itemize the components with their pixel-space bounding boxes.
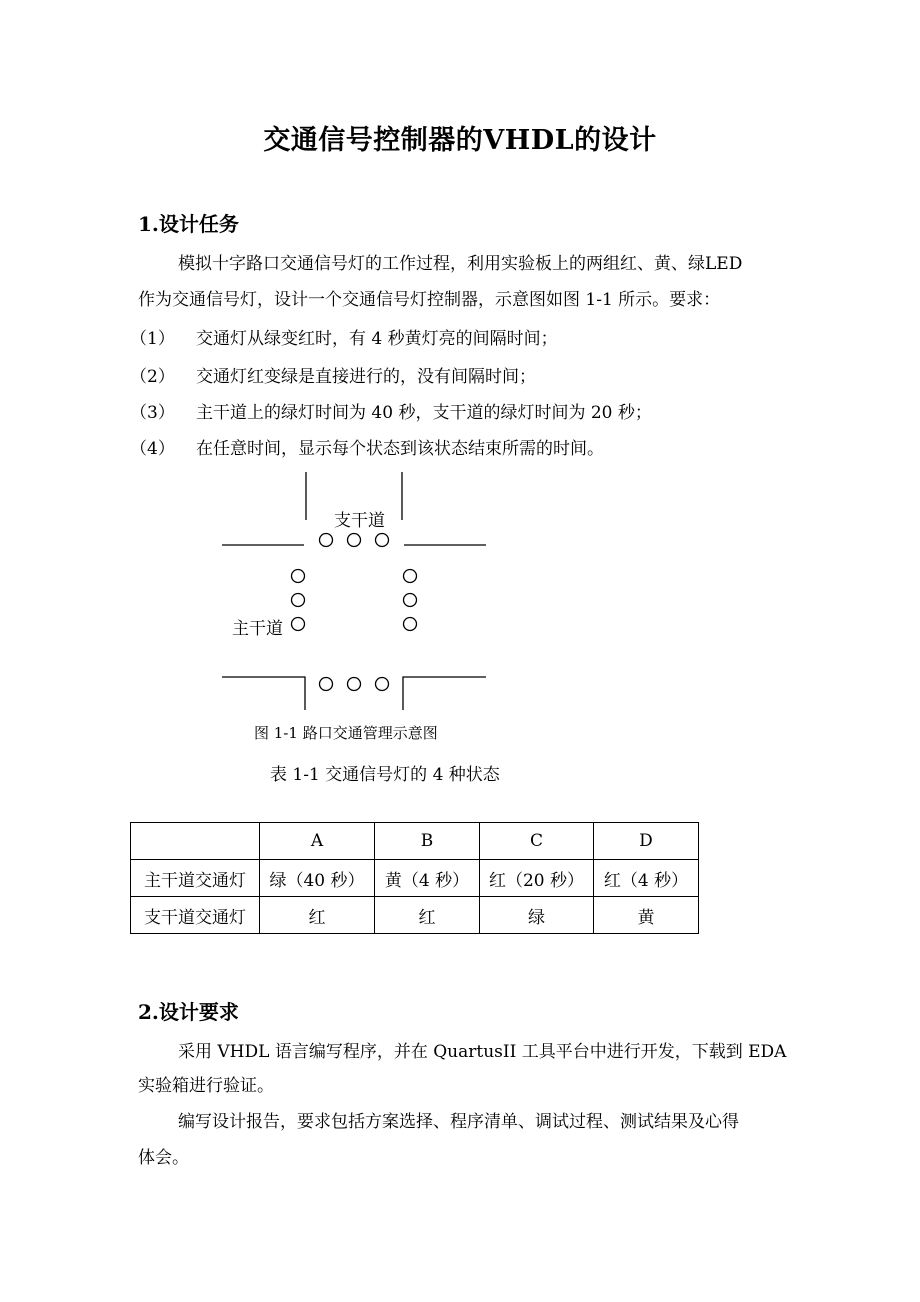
table-cell: 绿（40 秒） [260, 860, 375, 897]
requirement-4-text: 在任意时间，显示每个状态到该状态结束所需的时间。 [196, 439, 604, 459]
page-title: 交通信号控制器的VHDL的设计 [263, 125, 657, 156]
requirements-paragraph-1-line-1: 采用 VHDL 语言编写程序，并在 QuartusII 工具平台中进行开发，下载到 EDA [178, 1042, 787, 1062]
main-light-right-1 [404, 570, 417, 583]
intro-paragraph-line-2: 作为交通信号灯，设计一个交通信号灯控制器，示意图如图 1-1 所示。要求： [138, 290, 721, 310]
main-light-left-1 [292, 570, 305, 583]
table-cell: 红（4 秒） [594, 860, 699, 897]
branch-light-bottom-2 [348, 678, 361, 691]
branch-light-top-1 [320, 534, 333, 547]
figure-caption: 图 1-1 路口交通管理示意图 [254, 724, 438, 742]
main-light-left-2 [292, 594, 305, 607]
table-caption: 表 1-1 交通信号灯的 4 种状态 [270, 765, 500, 785]
section-heading-design-task: 1.设计任务 [138, 212, 239, 236]
table-row [131, 897, 699, 934]
main-road-lower-left-corner [222, 677, 305, 710]
table-cell: 黄（4 秒） [375, 860, 480, 897]
intro-paragraph-line-1: 模拟十字路口交通信号灯的工作过程，利用实验板上的两组红、黄、绿LED [178, 254, 743, 274]
table-header-row [131, 823, 699, 860]
requirements-paragraph-2-line-1: 编写设计报告，要求包括方案选择、程序清单、调试过程、测试结果及心得 [178, 1112, 739, 1132]
main-light-right-2 [404, 594, 417, 607]
requirements-paragraph-2-line-2: 体会。 [138, 1148, 189, 1168]
requirement-3-number: （3） [130, 403, 175, 423]
table-header-cell-d: D [594, 823, 699, 860]
requirement-3-text: 主干道上的绿灯时间为 40 秒，支干道的绿灯时间为 20 秒； [196, 403, 652, 423]
requirement-2-number: （2） [130, 367, 175, 387]
main-road-lower-right-corner [403, 677, 486, 710]
requirement-4-number: （4） [130, 439, 175, 459]
table-row [131, 860, 699, 897]
table-cell: 黄 [594, 897, 699, 934]
branch-light-bottom-3 [376, 678, 389, 691]
branch-light-top-3 [376, 534, 389, 547]
branch-light-top-2 [348, 534, 361, 547]
main-road-label: 主干道 [232, 619, 283, 639]
requirement-2-text: 交通灯红变绿是直接进行的，没有间隔时间； [196, 367, 536, 387]
section-heading-design-requirements: 2.设计要求 [138, 1000, 239, 1024]
requirement-1-text: 交通灯从绿变红时，有 4 秒黄灯亮的间隔时间； [196, 329, 558, 349]
table-cell: 红 [375, 897, 480, 934]
table-header-cell-c: C [480, 823, 594, 860]
traffic-light-states-table [130, 822, 699, 934]
requirements-paragraph-1-line-2: 实验箱进行验证。 [138, 1076, 274, 1096]
table-header-cell-b: B [375, 823, 480, 860]
table-header-cell-a: A [260, 823, 375, 860]
table-row-header-branch: 支干道交通灯 [131, 897, 260, 934]
table-header-cell-empty [131, 823, 260, 860]
branch-light-bottom-1 [320, 678, 333, 691]
table-cell: 红 [260, 897, 375, 934]
requirement-1-number: （1） [130, 329, 175, 349]
table-cell: 绿 [480, 897, 594, 934]
table-cell: 红（20 秒） [480, 860, 594, 897]
branch-road-label: 支干道 [334, 511, 385, 531]
main-light-right-3 [404, 618, 417, 631]
table-row-header-main: 主干道交通灯 [131, 860, 260, 897]
main-light-left-3 [292, 618, 305, 631]
